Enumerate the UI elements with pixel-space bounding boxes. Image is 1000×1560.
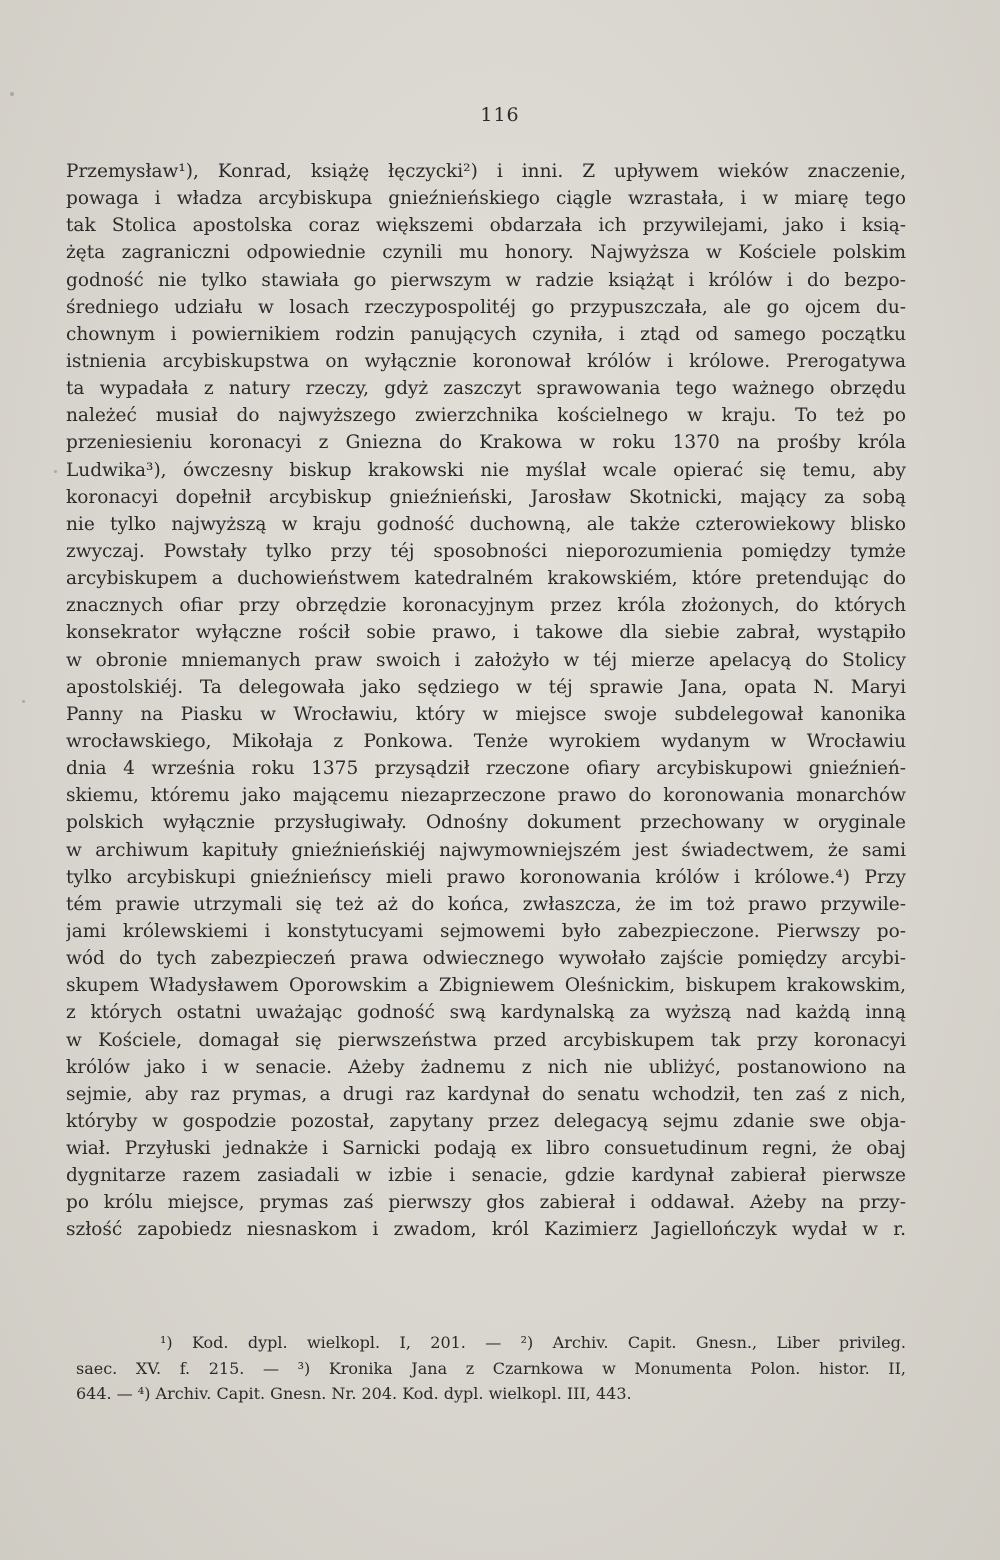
body-line: wód do tych zabezpieczeń prawa odwiecznego wywołało zajście pomiędzy arcybi- <box>66 948 906 970</box>
body-line: sejmie, aby raz prymas, a drugi raz kardynał do senatu wchodził, ten zaś z nich, <box>66 1083 906 1105</box>
footnote-line: 644. — ⁴) Archiv. Capit. Gnesn. Nr. 204. Kod. dypl. wielkopl. III, 443. <box>76 1384 632 1403</box>
body-line: polskich wyłącznie przysługiwały. Odnośny dokument przechowany w oryginale <box>66 812 906 834</box>
body-line: powaga i władza arcybiskupa gnieźnieńskiego ciągle wzrastała, i w miarę tego <box>66 188 906 210</box>
paper-speck <box>10 92 14 96</box>
body-line: tém prawie utrzymali się też aż do końca, zwłaszcza, że im toż prawo przywile- <box>66 893 906 915</box>
body-line: nie tylko najwyższą w kraju godność duchowną, ale także czterowiekowy blisko <box>66 513 906 535</box>
body-line: skupem Władysławem Oporowskim a Zbigniewem Oleśnickim, biskupem krakowskim, <box>66 975 906 997</box>
body-line: średniego udziału w losach rzeczypospolitéj go przypuszczała, ale go ojcem du- <box>66 296 906 318</box>
body-line: po królu miejsce, prymas zaś pierwszy głos zabierał i oddawał. Ażeby na przy- <box>66 1192 906 1214</box>
body-line: szłość zapobiedz niesnaskom i zwadom, król Kazimierz Jagiellończyk wydał w r. <box>66 1219 906 1241</box>
body-line: ta wypadała z natury rzeczy, gdyż zaszczyt sprawowania tego ważnego obrzędu <box>66 378 906 400</box>
body-line: konsekrator wyłączne rościł sobie prawo, i takowe dla siebie zabrał, wystąpiło <box>66 622 906 644</box>
body-line: tylko arcybiskupi gnieźnieńscy mieli prawo koronowania królów i królowe.⁴) Przy <box>66 866 906 888</box>
body-line: przeniesieniu koronacyi z Gniezna do Krakowa w roku 1370 na prośby króla <box>66 432 906 454</box>
body-line: w archiwum kapituły gnieźnieńskiéj najwymowniejszém jest świadectwem, że sami <box>66 839 906 861</box>
body-line: wrocławskiego, Mikołaja z Ponkowa. Tenże wyrokiem wydanym w Wrocławiu <box>66 730 906 752</box>
body-line: godność nie tylko stawiała go pierwszym w radzie książąt i królów i do bezpo- <box>66 269 906 291</box>
footnotes <box>76 1330 906 1407</box>
body-line: arcybiskupem a duchowieństwem katedralném krakowskiém, które pretendując do <box>66 568 906 590</box>
body-line: Przemysław¹), Konrad, książę łęczycki²) i inni. Z upływem wieków znaczenie, <box>66 161 906 182</box>
footnote-line: saec. XV. f. 215. — ³) Kronika Jana z Czarnkowa w Monumenta Polon. histor. II, <box>76 1358 906 1378</box>
body-line: istnienia arcybiskupstwa on wyłącznie koronował królów i królowe. Prerogatywa <box>66 350 906 372</box>
body-line: apostolskiéj. Ta delegowała jako sędziego w téj sprawie Jana, opata N. Maryi <box>66 676 906 698</box>
body-line: Panny na Piasku w Wrocławiu, który w miejsce swoje subdelegował kanonika <box>66 703 906 725</box>
body-line: znacznych ofiar przy obrzędzie koronacyjnym przez króla złożonych, do których <box>66 595 906 617</box>
page-number: 116 <box>480 104 520 126</box>
body-line: w obronie mniemanych praw swoich i założyło w téj mierze apelacyą do Stolicy <box>66 649 906 671</box>
body-line: któryby w gospodzie pozostał, zapytany przez delegacyą sejmu zdanie swe obja- <box>66 1110 906 1132</box>
body-line: dygnitarze razem zasiadali w izbie i senacie, gdzie kardynał zabierał pierwsze <box>66 1165 906 1187</box>
body-line: jami królewskiemi i konstytucyami sejmowemi było zabezpieczone. Pierwszy po- <box>66 920 906 942</box>
body-line: tak Stolica apostolska coraz większemi obdarzała ich przywilejami, jako i ksią- <box>66 215 906 237</box>
body-line: w Kościele, domagał się pierwszeństwa przed arcybiskupem tak przy koronacyi <box>66 1029 906 1051</box>
body-line: Ludwika³), ówczesny biskup krakowski nie myślał wcale opierać się temu, aby <box>66 459 906 481</box>
body-line: królów jako i w senacie. Ażeby żadnemu z nich nie ubliżyć, postanowiono na <box>66 1056 906 1078</box>
body-line: zwyczaj. Powstały tylko przy téj sposobności nieporozumienia pomiędzy tymże <box>66 540 906 562</box>
body-line: chownym i powiernikiem rodzin panujących czyniła, i ztąd od samego początku <box>66 323 906 345</box>
body-line: żęta zagraniczni odpowiednie czynili mu honory. Najwyższa w Kościele polskim <box>66 242 906 264</box>
body-line: z których ostatni uważając godność swą kardynalską za wyższą nad każdą inną <box>66 1002 906 1024</box>
body-line: należeć musiał do najwyższego zwierzchnika kościelnego w kraju. To też po <box>66 405 906 427</box>
paper-speck <box>22 700 25 703</box>
body-line: koronacyi dopełnił arcybiskup gnieźnieński, Jarosław Skotnicki, mający za sobą <box>66 486 906 508</box>
paper-speck <box>54 470 57 473</box>
body-line: skiemu, któremu jako mającemu niezaprzeczone prawo do koronowania monarchów <box>66 785 906 807</box>
body-line: dnia 4 września roku 1375 przysądził rzeczone ofiary arcybiskupowi gnieźnień- <box>66 758 906 780</box>
body-text <box>66 158 906 1244</box>
body-line: wiał. Przyłuski jednakże i Sarnicki podają ex libro consuetudinum regni, że obaj <box>66 1138 906 1160</box>
footnote-line: ¹) Kod. dypl. wielkopl. I, 201. — ²) Archiv. Capit. Gnesn., Liber privileg. <box>160 1333 906 1352</box>
